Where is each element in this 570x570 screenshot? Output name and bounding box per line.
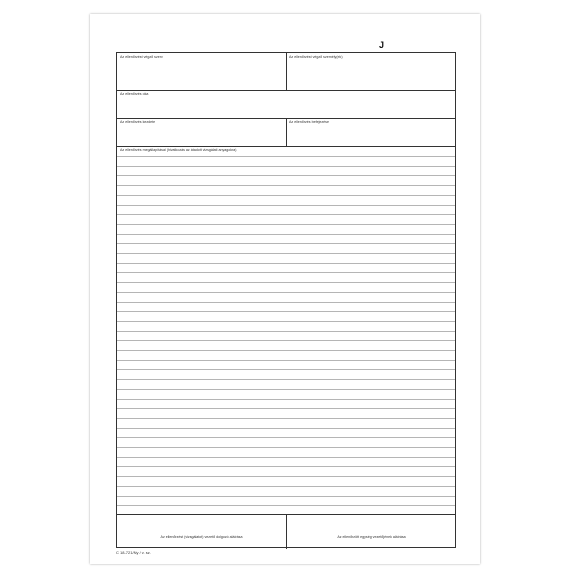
- field-start[interactable]: [117, 118, 286, 146]
- signature-left-label: Az ellenőrzést (vizsgálatot) vezető dolgozó aláírása: [160, 535, 243, 539]
- field-inspection-type-label: Az ellenőrzés oka: [120, 92, 149, 96]
- ruled-line: [117, 369, 455, 370]
- divider: [286, 53, 287, 90]
- field-inspector-persons-label: Az ellenőrzést végző személy(ek): [289, 55, 343, 59]
- ruled-line: [117, 418, 455, 419]
- ruled-line: [117, 156, 455, 157]
- ruled-line: [117, 263, 455, 264]
- ruled-line: [117, 476, 455, 477]
- ruled-line: [117, 350, 455, 351]
- ruled-line: [117, 195, 455, 196]
- field-inspector-persons[interactable]: [286, 53, 457, 90]
- divider: [286, 514, 287, 549]
- ruled-line: [117, 253, 455, 254]
- divider: [286, 118, 287, 146]
- ruled-line: [117, 505, 455, 506]
- ruled-line: [117, 292, 455, 293]
- ruled-line: [117, 166, 455, 167]
- ruled-line: [117, 331, 455, 332]
- field-inspection-type[interactable]: [117, 90, 457, 118]
- field-end-label: Az ellenőrzés befejezése: [289, 120, 329, 124]
- form-code: C 18-721/Ny / v. sz.: [116, 550, 151, 555]
- ruled-line: [117, 389, 455, 390]
- field-inspector-name-label: Az ellenőrzést végző szerv: [120, 55, 163, 59]
- ruled-line: [117, 311, 455, 312]
- ruled-line: [117, 437, 455, 438]
- ruled-line: [117, 185, 455, 186]
- ruled-line: [117, 466, 455, 467]
- ruled-line: [117, 457, 455, 458]
- ruled-line: [117, 214, 455, 215]
- field-findings-label: Az ellenőrzés megállapításai (hivatkozás az átadott vizsgálati anyagokra): [120, 148, 237, 152]
- ruled-line: [117, 282, 455, 283]
- ruled-line: [117, 360, 455, 361]
- ruled-line: [117, 428, 455, 429]
- ruled-lines: [117, 146, 455, 514]
- ruled-line: [117, 408, 455, 409]
- ruled-line: [117, 224, 455, 225]
- field-start-label: Az ellenőrzés kezdete: [120, 120, 156, 124]
- field-end[interactable]: [286, 118, 457, 146]
- ruled-line: [117, 272, 455, 273]
- ruled-line: [117, 234, 455, 235]
- ruled-line: [117, 496, 455, 497]
- ruled-line: [117, 379, 455, 380]
- ruled-line: [117, 399, 455, 400]
- field-inspector-name[interactable]: [117, 53, 286, 90]
- ruled-line: [117, 243, 455, 244]
- corner-mark: J: [379, 40, 385, 50]
- ruled-line: [117, 175, 455, 176]
- ruled-line: [117, 302, 455, 303]
- ruled-line: [117, 205, 455, 206]
- ruled-line: [117, 321, 455, 322]
- ruled-line: [117, 447, 455, 448]
- inspection-form: [116, 52, 456, 548]
- signature-right-label: Az ellenőrzött egység vezetőjének aláírása: [337, 535, 406, 539]
- ruled-line: [117, 486, 455, 487]
- ruled-line: [117, 340, 455, 341]
